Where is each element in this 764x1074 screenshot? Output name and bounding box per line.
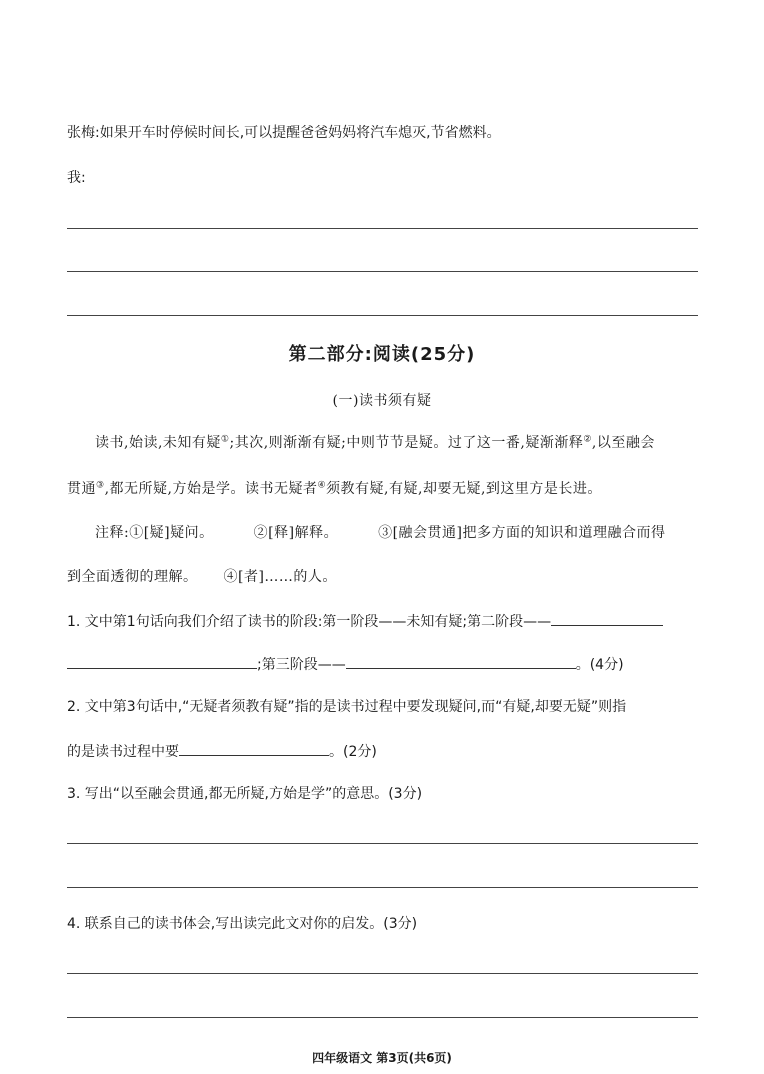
answer-blank[interactable] xyxy=(346,653,576,669)
passage-title: (一)读书须有疑 xyxy=(332,393,432,409)
answer-line[interactable] xyxy=(67,973,698,974)
answer-line[interactable] xyxy=(67,315,698,316)
question-2-points: 。(2分) xyxy=(329,744,377,760)
answer-blank[interactable] xyxy=(67,653,257,669)
answer-blank[interactable] xyxy=(179,740,329,756)
answer-line[interactable] xyxy=(67,843,698,844)
answer-blank[interactable] xyxy=(551,610,663,626)
notes-line-1 xyxy=(95,522,666,542)
answer-line[interactable] xyxy=(67,228,698,229)
footnote-marker: ① xyxy=(220,434,230,445)
notes-line-2 xyxy=(67,566,337,586)
passage-text: 须教有疑,有疑,却要无疑,到这里方是长进。 xyxy=(326,481,602,497)
page-footer: 四年级语文 第3页(共6页) xyxy=(312,1051,452,1065)
answer-line[interactable] xyxy=(67,887,698,888)
question-3: 3. 写出“以至融会贯通,都无所疑,方始是学”的意思。(3分) xyxy=(67,786,423,802)
question-1-points: 。(4分) xyxy=(575,657,624,673)
answer-line[interactable] xyxy=(67,271,698,272)
note-4: ④[者]……的人。 xyxy=(223,569,337,585)
passage-text: ,以至融会 xyxy=(591,435,655,451)
answer-line[interactable] xyxy=(67,1017,698,1018)
zhangmei-statement: 张梅:如果开车时停候时间长,可以提醒爸爸妈妈将汽车熄灭,节省燃料。 xyxy=(67,125,501,141)
section-title: 第二部分:阅读(25分) xyxy=(288,344,476,365)
passage-line-2 xyxy=(67,478,602,498)
question-1-text: 1. 文中第1句话向我们介绍了读书的阶段:第一阶段——未知有疑;第二阶段—— xyxy=(67,614,552,630)
question-1-line-2 xyxy=(67,653,624,675)
note-1: ①[疑]疑问。 xyxy=(129,525,214,541)
question-1-text: ;第三阶段—— xyxy=(257,657,346,673)
question-1-line-1 xyxy=(67,610,663,632)
question-4: 4. 联系自己的读书体会,写出读完此文对你的启发。(3分) xyxy=(67,916,418,932)
passage-text: 读书,始读,未知有疑 xyxy=(95,435,221,451)
footnote-marker: ② xyxy=(583,434,592,445)
notes-label: 注释: xyxy=(95,525,130,541)
question-2-text: 的是读书过程中要 xyxy=(67,744,179,760)
passage-text: ;其次,则渐渐有疑;中则节节是疑。过了这一番,疑渐渐释 xyxy=(229,435,584,451)
passage-text: ,都无所疑,方始是学。读书无疑者 xyxy=(104,481,318,497)
passage-line-1 xyxy=(95,432,655,452)
footnote-marker: ④ xyxy=(317,480,327,491)
footnote-marker: ③ xyxy=(96,480,105,491)
question-2-line-2 xyxy=(67,740,377,762)
note-2: ②[释]解释。 xyxy=(253,525,339,541)
note-3-continued: 到全面透彻的理解。 xyxy=(67,569,198,585)
me-label: 我: xyxy=(67,170,86,186)
question-2-line-1: 2. 文中第3句话中,“无疑者须教有疑”指的是读书过程中要发现疑问,而“有疑,却要无疑”则指 xyxy=(67,699,627,715)
note-3: ③[融会贯通]把多方面的知识和道理融合而得 xyxy=(378,525,666,541)
passage-text: 贯通 xyxy=(67,481,96,497)
